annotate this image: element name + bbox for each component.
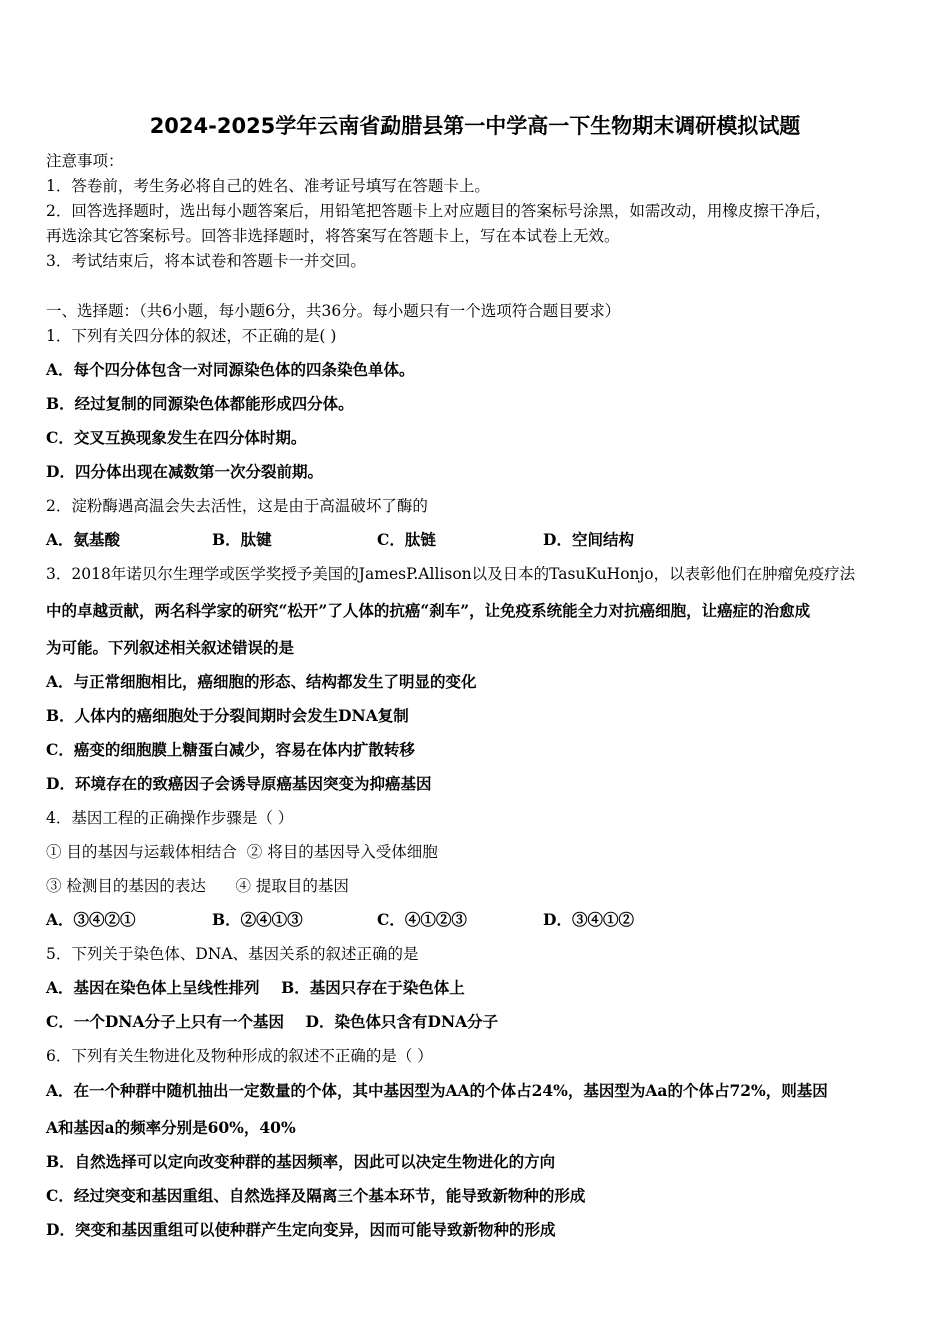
question-stem: 5．下列关于染色体、DNA、基因关系的叙述正确的是 bbox=[46, 945, 419, 963]
option-a: A．氨基酸 bbox=[46, 530, 121, 549]
option-a: A．每个四分体包含一对同源染色体的四条染色单体。 bbox=[46, 360, 415, 379]
question-stem: 1．下列有关四分体的叙述，不正确的是( ) bbox=[46, 327, 337, 345]
notice-item: 2．回答选择题时，选出每小题答案后，用铅笔把答题卡上对应题目的答案标号涂黑，如需改动，用橡皮擦干净后， bbox=[46, 202, 831, 220]
option-d: D．空间结构 bbox=[543, 530, 634, 549]
option-c: C．交叉互换现象发生在四分体时期。 bbox=[46, 428, 307, 447]
notice-item: 再选涂其它答案标号。回答非选择题时，将答案写在答题卡上，写在本试卷上无效。 bbox=[46, 227, 620, 245]
option-c: C．癌变的细胞膜上糖蛋白减少，容易在体内扩散转移 bbox=[46, 740, 415, 759]
section-heading: 一、选择题：（共6小题，每小题6分，共36分。每小题只有一个选项符合题目要求） bbox=[46, 302, 621, 320]
option-a-cont: A和基因a的频率分别是60%，40% bbox=[46, 1118, 296, 1137]
question-stem-cont: 中的卓越贡献，两名科学家的研究“松开”了人体的抗癌“刹车”，让免疫系统能全力对抗癌细胞，让癌症的治愈成 bbox=[46, 601, 811, 620]
question-stem: 2．淀粉酶遇高温会失去活性，这是由于高温破坏了酶的 bbox=[46, 497, 428, 515]
option-b: B．人体内的癌细胞处于分裂间期时会发生DNA复制 bbox=[46, 706, 409, 725]
question-stem-cont: 为可能。下列叙述相关叙述错误的是 bbox=[46, 638, 295, 657]
option-ab: A．基因在染色体上呈线性排列 B．基因只存在于染色体上 bbox=[46, 978, 465, 997]
notice-heading: 注意事项： bbox=[46, 152, 124, 170]
step-list: ① 目的基因与运载体相结合 ② 将目的基因导入受体细胞 bbox=[46, 843, 438, 861]
notice-item: 1．答卷前，考生务必将自己的姓名、准考证号填写在答题卡上。 bbox=[46, 177, 490, 195]
option-b: B．肽键 bbox=[212, 530, 272, 549]
option-c: C．④①②③ bbox=[377, 910, 467, 929]
option-d: D．③④①② bbox=[543, 910, 634, 929]
option-d: D．突变和基因重组可以使种群产生定向变异，因而可能导致新物种的形成 bbox=[46, 1220, 556, 1239]
option-b: B．经过复制的同源染色体都能形成四分体。 bbox=[46, 394, 354, 413]
option-b: B．②④①③ bbox=[212, 910, 303, 929]
option-a: A．在一个种群中随机抽出一定数量的个体，其中基因型为AA的个体占24%，基因型为Aa的个体占72%，则基因 bbox=[46, 1081, 828, 1100]
step-list: ③ 检测目的基因的表达 ④ 提取目的基因 bbox=[46, 877, 349, 895]
option-d: D．环境存在的致癌因子会诱导原癌基因突变为抑癌基因 bbox=[46, 774, 432, 793]
question-stem: 6．下列有关生物进化及物种形成的叙述不正确的是（ ） bbox=[46, 1047, 433, 1065]
question-stem: 4．基因工程的正确操作步骤是（ ） bbox=[46, 809, 294, 827]
page-title: 2024-2025学年云南省勐腊县第一中学高一下生物期末调研模拟试题 bbox=[149, 114, 801, 138]
option-a: A．与正常细胞相比，癌细胞的形态、结构都发生了明显的变化 bbox=[46, 672, 477, 691]
option-cd: C．一个DNA分子上只有一个基因 D．染色体只含有DNA分子 bbox=[46, 1012, 499, 1031]
option-b: B．自然选择可以定向改变种群的基因频率，因此可以决定生物进化的方向 bbox=[46, 1152, 556, 1171]
option-c: C．肽链 bbox=[377, 530, 436, 549]
question-stem: 3．2018年诺贝尔生理学或医学奖授予美国的JamesP.Allison以及日本的TasuKuHonjo，以表彰他们在肿瘤免疫疗法 bbox=[46, 565, 856, 583]
notice-item: 3．考试结束后，将本试卷和答题卡一并交回。 bbox=[46, 252, 366, 270]
option-c: C．经过突变和基因重组、自然选择及隔离三个基本环节，能导致新物种的形成 bbox=[46, 1186, 586, 1205]
option-d: D．四分体出现在减数第一次分裂前期。 bbox=[46, 462, 323, 481]
option-a: A．③④②① bbox=[46, 910, 136, 929]
